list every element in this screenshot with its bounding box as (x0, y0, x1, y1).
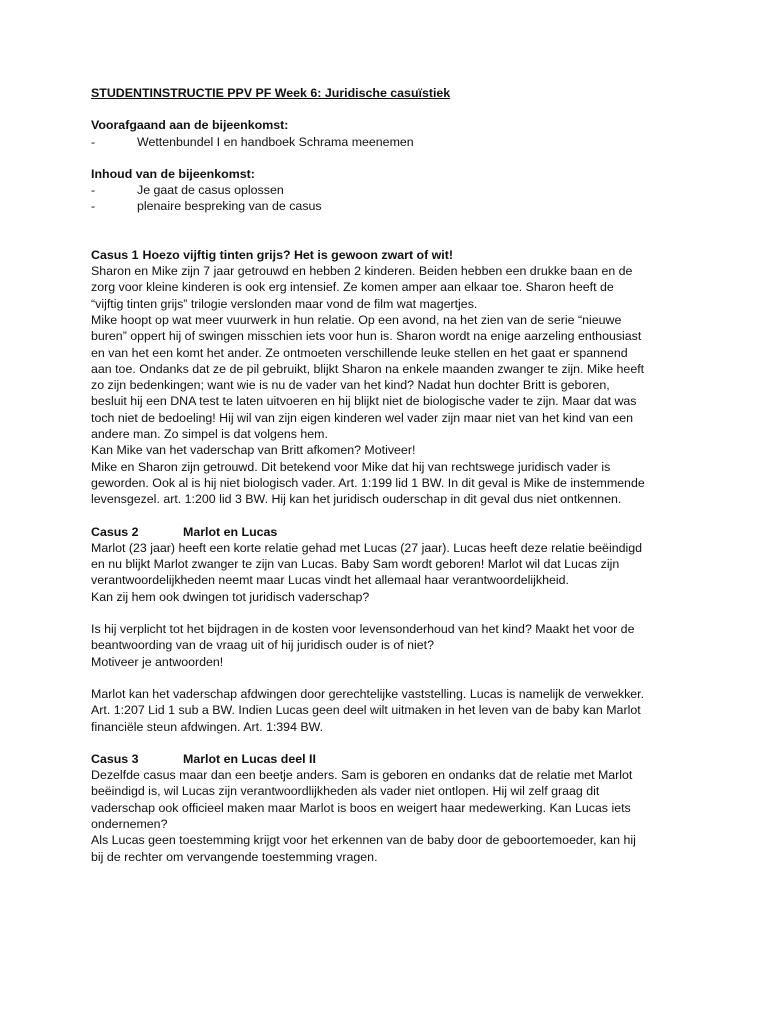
text-line: ondernemen? (91, 816, 168, 831)
bullet-dash: - (91, 183, 96, 198)
text-line: Dezelfde casus maar dan een beetje anders. Sam is geboren en ondanks dat de relatie met Marlot (91, 768, 633, 783)
text-line: geworden. Ook al is hij niet biologisch vader. Art. 1:199 lid 1 BW. In dit geval is Mike de instemmende (91, 475, 645, 490)
text-line: verantwoordelijkheden neemt maar Lucas vindt het allemaal haar verantwoordelijkheid. (91, 573, 569, 588)
case-3-title: Marlot en Lucas deel II (183, 751, 316, 766)
text-line: buren” oppert hij of swingen misschien iets voor hun is. Sharon wordt na enige aarzeling enthousiast (91, 329, 642, 344)
text-line: Art. 1:207 Lid 1 sub a BW. Indien Lucas geen deel wilt uitmaken in het leven van de baby kan Marlot (91, 703, 641, 718)
text-line: beantwoording van de vraag uit of hij juridisch ouder is of niet? (91, 638, 435, 653)
text-line: zorg voor kleine kinderen is ook erg intensief. Ze komen amper aan elkaar toe. Sharon heeft de (91, 280, 614, 295)
text-line: bij de rechter om vervangende toestemming vragen. (91, 849, 378, 864)
list-item-text: plenaire bespreking van de casus (137, 199, 322, 214)
list-item-text: Wettenbundel I en handboek Schrama meenemen (137, 134, 414, 149)
text-line: en nu blijkt Marlot zwanger te zijn van Lucas. Baby Sam wordt geboren! Marlot wil dat Lucas zijn (91, 557, 620, 572)
text-line: vaderschap ook officieel maken maar Marlot is boos en weigert haar medewerking. Kan Lucas iets (91, 800, 631, 815)
text-line: Als Lucas geen toestemming krijgt voor het erkennen van de baby door de geboortemoeder, kan hij (91, 833, 636, 848)
bullet-dash: - (91, 134, 96, 149)
bullet-dash: - (91, 199, 96, 214)
text-line: Is hij verplicht tot het bijdragen in de kosten voor levensonderhoud van het kind? Maakt het voor de (91, 622, 635, 637)
text-line: en van het een komt het ander. Ze ontmoeten verschillende leuke stellen en het gaat er spannend (91, 345, 628, 360)
case-1-body (91, 263, 708, 507)
case-2-heading (91, 524, 708, 540)
case-3-heading (91, 751, 708, 767)
case-2-body (91, 540, 708, 735)
list-item (91, 134, 708, 150)
list-item (91, 182, 708, 198)
text-line: Motiveer je antwoorden! (91, 654, 224, 669)
text-line: Mike en Sharon zijn getrouwd. Dit betekend voor Mike dat hij van rechtswege juridisch vader is (91, 459, 611, 474)
text-line: “vijftig tinten grijs” trilogie verslonden maar vond de film wat magertjes. (91, 296, 478, 311)
case-1-title: Hoezo vijftig tinten grijs? Het is gewoon zwart of wit! (142, 247, 453, 262)
text-line: zo zijn bedenkingen; want wie is nu de vader van het kind? Nadat hun dochter Britt is geboren, (91, 378, 610, 393)
case-1-number: Casus 1 (91, 247, 139, 262)
document-title: STUDENTINSTRUCTIE PPV PF Week 6: Juridische casuïstiek (91, 86, 451, 100)
case-3-number: Casus 3 (91, 751, 139, 766)
before-heading: Voorafgaand aan de bijeenkomst: (91, 118, 289, 133)
content-heading: Inhoud van de bijeenkomst: (91, 166, 255, 181)
list-item-text: Je gaat de casus oplossen (137, 183, 284, 198)
text-line: andere man. Zo simpel is dat volgens hem. (91, 427, 328, 442)
case-3-body (91, 767, 708, 865)
text-line: Marlot (23 jaar) heeft een korte relatie gehad met Lucas (27 jaar). Lucas heeft deze relatie beëindigd (91, 540, 643, 555)
list-item (91, 198, 708, 214)
text-line: Marlot kan het vaderschap afdwingen door gerechtelijke vaststelling. Lucas is namelijk de verwekker. (91, 686, 645, 701)
text-line: Mike hoopt op wat meer vuurwerk in hun relatie. Op een avond, na het zien van de serie “nieuwe (91, 312, 622, 327)
case-2-number: Casus 2 (91, 524, 139, 539)
text-line: toch niet de bedoeling! Hij wil van zijn eigen kinderen wel vader zijn maar niet van het kind van een (91, 410, 634, 425)
text-line: besluit hij een DNA test te laten uitvoeren en hij blijkt niet de biologische vader te zijn. Maar dat was (91, 394, 637, 409)
text-line: Kan zij hem ook dwingen tot juridisch vaderschap? (91, 589, 370, 604)
text-line: levensgezel. art. 1:200 lid 3 BW. Hij kan het juridisch ouderschap in dit geval dus niet ontkennen. (91, 492, 622, 507)
case-1-heading (91, 247, 708, 263)
text-line: aan toe. Ondanks dat ze de pil gebruikt, blijkt Sharon na enkele maanden zwanger te zijn. Mike heeft (91, 361, 645, 376)
case-2-title: Marlot en Lucas (183, 524, 278, 539)
text-line: Sharon en Mike zijn 7 jaar getrouwd en hebben 2 kinderen. Beiden hebben een drukke baan en de (91, 264, 633, 279)
text-line: Kan Mike van het vaderschap van Britt afkomen? Motiveer! (91, 443, 416, 458)
text-line: financiële steun afdwingen. Art. 1:394 BW. (91, 719, 324, 734)
text-line: beëindigd is, wil Lucas zijn verantwoordlijkheden als vader niet ontlopen. Hij wil zelf graag dit (91, 784, 600, 799)
